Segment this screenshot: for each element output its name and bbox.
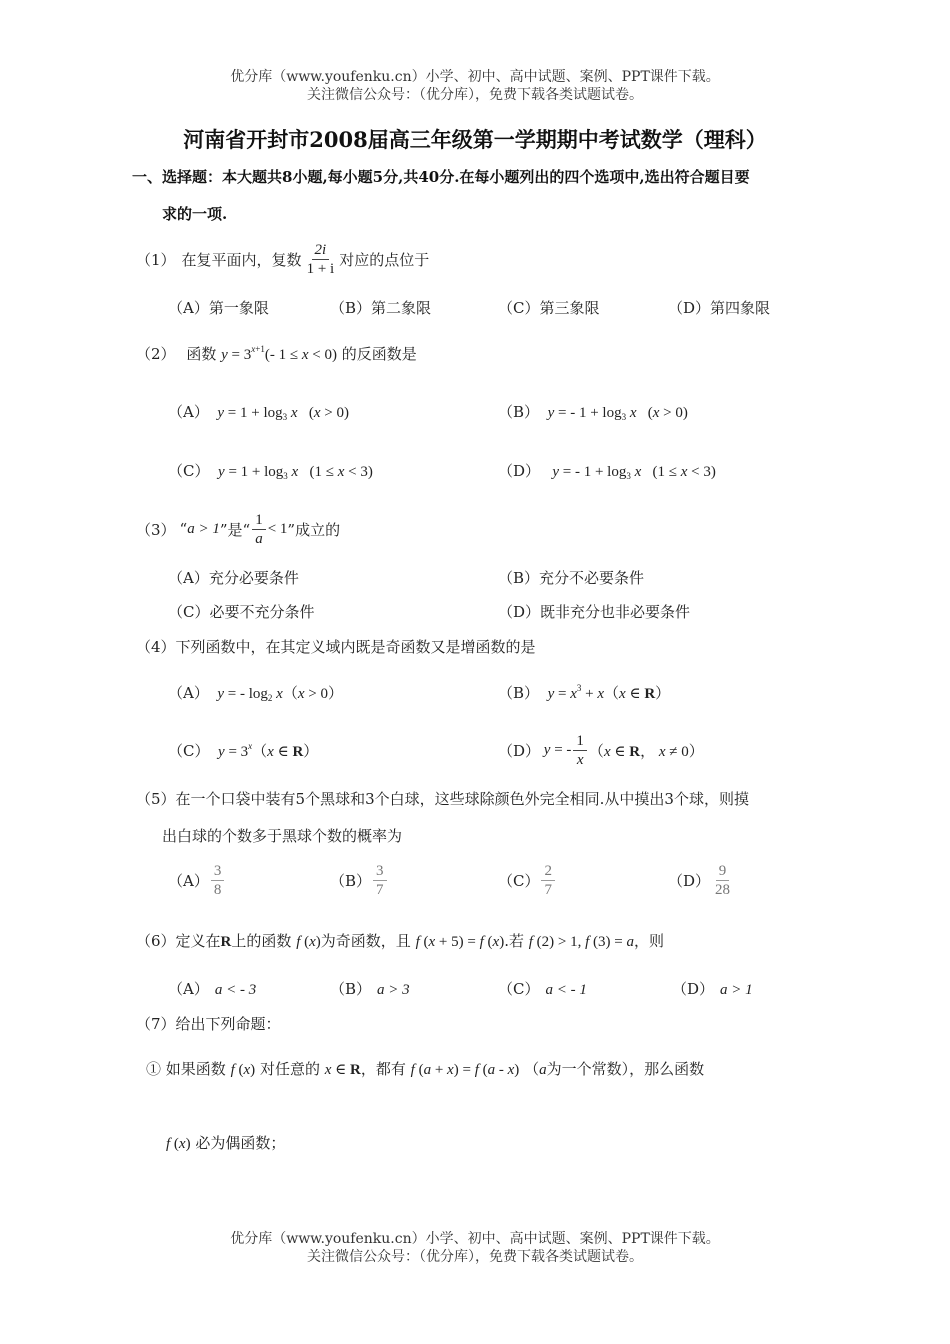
option-label: （D） <box>498 462 541 480</box>
question-text: 对应的点位于 <box>339 250 430 269</box>
option-a[interactable] <box>168 858 226 902</box>
math-expression: a > 1 <box>720 982 753 998</box>
option-label: （D） <box>668 871 711 890</box>
option-b[interactable] <box>498 682 670 703</box>
math-expression: f (x) <box>230 1062 256 1078</box>
question-number: （1） <box>136 250 176 269</box>
fraction <box>252 511 266 548</box>
math-expression: f (a + x) = f (a - x) <box>410 1062 520 1078</box>
option-label: （C） <box>168 742 210 760</box>
fraction-numerator: 9 <box>716 862 730 881</box>
math-expression: y = - $1 + \log_3 x$ (x > 0) <box>547 405 688 422</box>
math-expression: a > 1 <box>187 520 220 537</box>
option-d[interactable]: （D）既非充分也非必要条件 <box>498 603 691 621</box>
option-d[interactable] <box>498 728 704 772</box>
question-text: （6）定义在 <box>136 932 221 950</box>
fraction <box>541 862 555 899</box>
fraction-numerator: 2i <box>312 241 330 260</box>
option-a[interactable] <box>168 682 343 703</box>
fraction-denominator: 7 <box>544 881 552 898</box>
option-label: （C） <box>498 871 540 890</box>
fraction-denominator: 28 <box>715 881 731 898</box>
math-expression: x ∈ R <box>324 1062 361 1078</box>
fraction <box>211 862 225 899</box>
footer-line-2: 关注微信公众号：（优分库），免费下载各类试题试卷。 <box>307 1249 643 1265</box>
math-expression: $y = 1 + \log_3 x$ (x > 0) <box>217 405 349 422</box>
option-label: （D） <box>672 980 715 998</box>
option-label: （A） <box>168 403 209 421</box>
fraction-denominator: x <box>576 751 584 768</box>
fraction-denominator: 8 <box>213 881 222 898</box>
option-a[interactable]: （A）充分必要条件 <box>168 569 299 587</box>
question-text: ，则 <box>634 932 665 950</box>
fraction-denominator: 1 + i <box>306 260 335 277</box>
question-number: （2） <box>136 345 176 363</box>
fraction-numerator: 3 <box>211 862 225 881</box>
question-text: ，都有 <box>360 1060 406 1078</box>
fraction <box>304 241 338 278</box>
question-4: （4）下列函数中，在其定义域内既是奇函数又是增函数的是 <box>136 638 536 656</box>
option-d[interactable] <box>498 460 716 481</box>
fraction-denominator: 7 <box>376 881 384 898</box>
option-label: （A） <box>168 871 209 890</box>
question-text: 为一个常数），那么函数 <box>546 1060 705 1078</box>
math-expression: f (x + 5) = f (x) <box>415 934 505 950</box>
math-expression: a <box>539 1062 547 1078</box>
math-expression: y = - $1 + \log_3 x$ (1 ≤ x < 3) <box>552 464 716 481</box>
option-c[interactable]: （C）第三象限 <box>498 299 600 317</box>
math-expression: （x ∈ R， x ≠ 0） <box>588 743 704 760</box>
option-d[interactable] <box>668 858 735 902</box>
question-text: （ <box>524 1060 540 1078</box>
option-c[interactable] <box>498 858 557 902</box>
question-2 <box>136 343 417 364</box>
fraction-denominator: a <box>255 530 263 547</box>
question-5-cont: 出白球的个数多于黑球个数的概率为 <box>162 827 403 845</box>
fraction <box>573 732 587 769</box>
math-expression: < 1 <box>267 520 288 537</box>
question-text: 为奇函数，且 <box>320 932 411 950</box>
question-text: 上的函数 <box>231 932 292 950</box>
fraction-numerator: 2 <box>541 862 555 881</box>
question-text: ”成立的 <box>287 520 341 539</box>
fraction <box>373 862 387 899</box>
question-text: 函数 <box>186 345 217 363</box>
section-heading-cont: 求的一项. <box>162 205 228 223</box>
question-text: 必为偶函数； <box>195 1134 286 1152</box>
option-label: （A） <box>168 684 209 702</box>
fraction-numerator: 3 <box>373 862 387 881</box>
statement-1 <box>146 1058 704 1079</box>
option-c[interactable] <box>168 740 318 761</box>
question-7: （7）给出下列命题： <box>136 1015 281 1033</box>
header-line-1: 优分库（www.youfenku.cn）小学、初中、高中试题、案例、PPT课件下载。 <box>230 69 720 85</box>
math-expression: y = - $\log_2 x(x > 0)$ <box>217 686 343 703</box>
option-label: （D） <box>498 741 541 760</box>
option-b[interactable]: （B）充分不必要条件 <box>498 569 645 587</box>
question-text: 在复平面内，复数 <box>181 250 302 269</box>
section-heading: 一、选择题：本大题共8小题,每小题5分,共40分.在每小题列出的四个选项中,选出符合题目要 <box>132 168 750 186</box>
math-expression: $y = 3^x(x$ ∈ R） <box>218 741 319 760</box>
question-number: （3） <box>136 520 176 539</box>
question-5: （5）在一个口袋中装有5个黑球和3个白球，这些球除颜色外完全相同.从中摸出3个球，则摸 <box>136 790 749 808</box>
option-label: （C） <box>498 980 540 998</box>
math-expression: a < - 3 <box>214 982 257 998</box>
option-c[interactable] <box>498 978 587 999</box>
option-label: （B） <box>498 684 540 702</box>
question-text: ”是“ <box>219 520 251 539</box>
statement-1-cont <box>166 1132 285 1153</box>
option-b[interactable] <box>330 858 389 902</box>
option-b[interactable]: （B）第二象限 <box>330 299 432 317</box>
fraction-numerator: 1 <box>573 732 587 751</box>
math-expression: $y = 1 + \log_3 x$ (1 ≤ x < 3) <box>218 464 373 481</box>
option-b[interactable] <box>498 401 688 422</box>
option-label: （C） <box>168 462 210 480</box>
fraction <box>712 862 733 899</box>
option-c[interactable] <box>168 460 373 481</box>
math-expression: a < - 1 <box>545 982 587 998</box>
question-text: 的反函数是 <box>341 345 417 363</box>
page-title: 河南省开封市2008届高三年级第一学期期中考试数学（理科） <box>183 127 767 152</box>
option-label: （B） <box>498 403 540 421</box>
option-d[interactable]: （D）第四象限 <box>668 299 771 317</box>
math-expression: $y = x^3 + x(x$ ∈ R） <box>547 683 671 702</box>
question-1 <box>136 236 429 282</box>
math-expression: f (2) > 1, f (3) = a <box>528 934 634 950</box>
option-c[interactable]: （C）必要不充分条件 <box>168 603 315 621</box>
question-text: ① 如果函数 <box>146 1060 226 1078</box>
math-expression: a > 3 <box>377 982 410 998</box>
option-a[interactable]: （A）第一象限 <box>168 299 269 317</box>
question-text: .若 <box>504 932 524 950</box>
math-expression: f (x) <box>296 934 321 950</box>
question-6: （6）定义在R上的函数 f (x)为奇函数，且 f (x + 5) = f (x).若 f (2) > 1, f (3) = a，则 <box>136 932 665 950</box>
option-b[interactable] <box>330 978 410 999</box>
question-text: 对任意的 <box>259 1060 320 1078</box>
math-expression: y = - <box>543 741 572 758</box>
math-expression: $y = 3^{x+1}(-$ 1 ≤ x < 0) <box>221 344 337 363</box>
footer-line-1: 优分库（www.youfenku.cn）小学、初中、高中试题、案例、PPT课件下载。 <box>230 1231 720 1247</box>
header-line-2: 关注微信公众号：（优分库），免费下载各类试题试卷。 <box>307 87 643 103</box>
option-a[interactable] <box>168 401 349 422</box>
question-3 <box>136 506 340 552</box>
option-a[interactable] <box>168 978 256 999</box>
option-label: （B） <box>330 980 372 998</box>
fraction-numerator: 1 <box>252 511 266 530</box>
quote-mark: “ <box>179 520 188 538</box>
option-d[interactable] <box>672 978 753 999</box>
math-expression: f (x) <box>166 1136 191 1152</box>
option-label: （B） <box>330 871 372 890</box>
option-label: （A） <box>168 980 209 998</box>
